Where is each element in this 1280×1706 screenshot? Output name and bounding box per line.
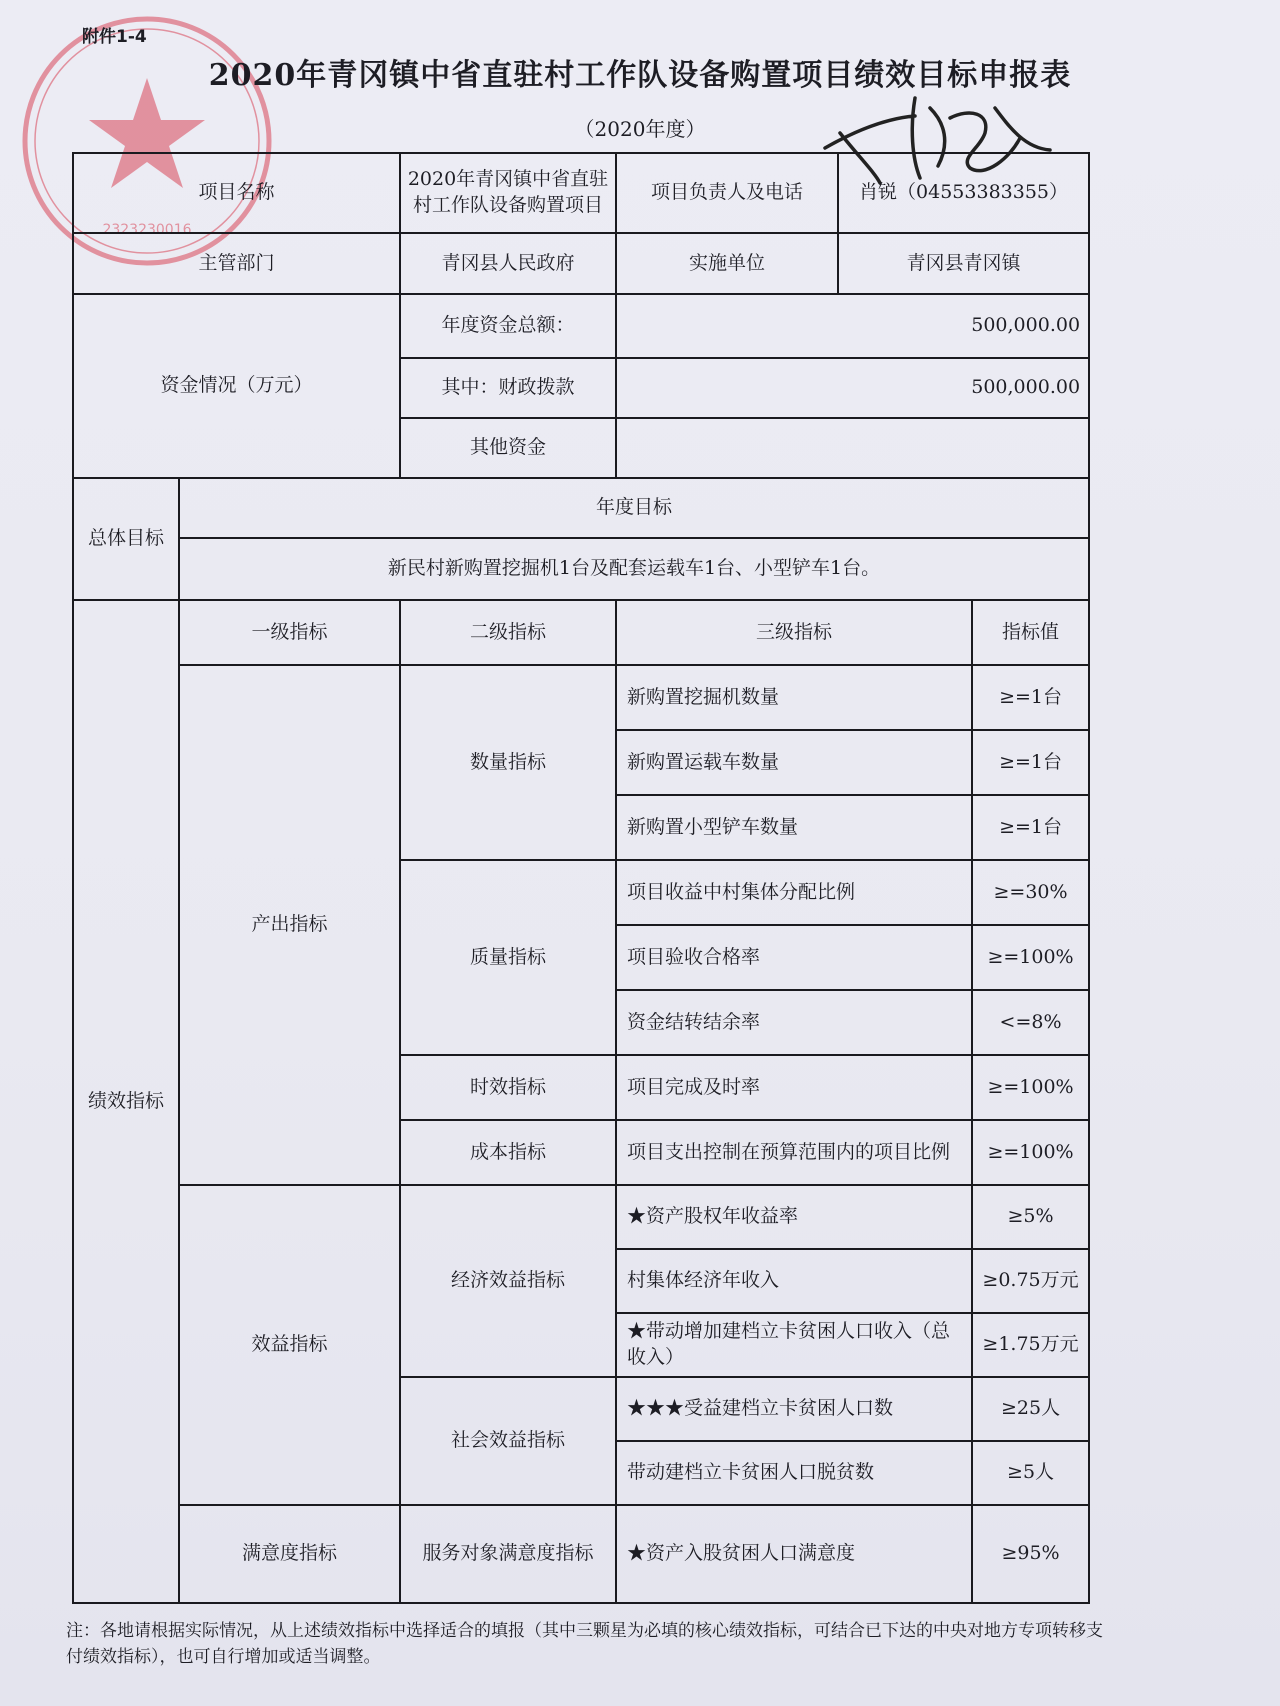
perf-indicators-label: 绩效指标	[73, 600, 179, 1603]
indicator-row-label: 新购置挖掘机数量	[616, 665, 972, 730]
indicator-row-label: 新购置运载车数量	[616, 730, 972, 795]
dept-value: 青冈县人民政府	[400, 233, 616, 294]
indicator-row-value: ≥=100%	[972, 1120, 1089, 1185]
indicator-row-value: ≥25人	[972, 1377, 1089, 1441]
indicator-row-value: ≥0.75万元	[972, 1249, 1089, 1313]
quality-indicators-label: 质量指标	[400, 860, 616, 1055]
benefit-indicators-label: 效益指标	[179, 1185, 400, 1505]
col-header-l1: 一级指标	[179, 600, 400, 665]
impl-label: 实施单位	[616, 233, 838, 294]
quantity-indicators-label: 数量指标	[400, 665, 616, 860]
indicator-row-label: 项目完成及时率	[616, 1055, 972, 1120]
cost-indicators-label: 成本指标	[400, 1120, 616, 1185]
indicator-row-label: 项目验收合格率	[616, 925, 972, 990]
indicator-row-value: ≥1.75万元	[972, 1313, 1089, 1377]
indicator-row-value: ≥5%	[972, 1185, 1089, 1249]
footnote: 注：各地请根据实际情况，从上述绩效指标中选择适合的填报（其中三颗星为必填的核心绩效指标，可结合已下达的中央对地方专项转移支付绩效指标），也可自行增加或适当调整。	[66, 1621, 1103, 1668]
indicator-row-value: ≥=100%	[972, 925, 1089, 990]
output-indicators-label: 产出指标	[179, 665, 400, 1185]
indicator-row-label: 项目收益中村集体分配比例	[616, 860, 972, 925]
annual-goal-text: 新民村新购置挖掘机1台及配套运载车1台、小型铲车1台。	[179, 538, 1089, 600]
project-owner-value: 肖锐（04553383355）	[838, 153, 1089, 233]
economic-indicators-label: 经济效益指标	[400, 1185, 616, 1377]
indicator-row-label: 新购置小型铲车数量	[616, 795, 972, 860]
funds-fiscal-value: 500,000.00	[616, 358, 1089, 418]
indicator-row-value: ≥=100%	[972, 1055, 1089, 1120]
performance-report-table	[72, 152, 1090, 1604]
col-header-value: 指标值	[972, 600, 1089, 665]
indicator-row-label: ★★★受益建档立卡贫困人口数	[616, 1377, 972, 1441]
indicator-row-value: <=8%	[972, 990, 1089, 1055]
funds-other-value	[616, 418, 1089, 478]
dept-label: 主管部门	[73, 233, 400, 294]
social-indicators-label: 社会效益指标	[400, 1377, 616, 1505]
indicator-row-label: ★带动增加建档立卡贫困人口收入（总收入）	[616, 1313, 972, 1377]
funds-fiscal-label: 其中：财政拨款	[400, 358, 616, 418]
funds-other-label: 其他资金	[400, 418, 616, 478]
page-title: 2020年青冈镇中省直驻村工作队设备购置项目绩效目标申报表	[208, 58, 1072, 93]
funds-total-label: 年度资金总额：	[400, 294, 616, 358]
indicator-row-value: ≥=1台	[972, 730, 1089, 795]
project-owner-label: 项目负责人及电话	[616, 153, 838, 233]
col-header-l2: 二级指标	[400, 600, 616, 665]
indicator-row-value: ≥=1台	[972, 665, 1089, 730]
service-satisfaction-label: 服务对象满意度指标	[400, 1505, 616, 1603]
indicator-row-label: ★资产入股贫困人口满意度	[616, 1505, 972, 1603]
seal-number: 2323230016	[102, 222, 192, 238]
timeliness-indicators-label: 时效指标	[400, 1055, 616, 1120]
funds-label: 资金情况（万元）	[73, 294, 400, 478]
report-year: （2020年度）	[574, 117, 706, 141]
indicator-row-label: ★资产股权年收益率	[616, 1185, 972, 1249]
project-name-label: 项目名称	[73, 153, 400, 233]
indicator-row-label: 项目支出控制在预算范围内的项目比例	[616, 1120, 972, 1185]
col-header-l3: 三级指标	[616, 600, 972, 665]
overall-goal-label: 总体目标	[73, 478, 179, 600]
attachment-label: 附件1-4	[82, 27, 147, 47]
satisfaction-indicators-label: 满意度指标	[179, 1505, 400, 1603]
indicator-row-value: ≥5人	[972, 1441, 1089, 1505]
indicator-row-label: 带动建档立卡贫困人口脱贫数	[616, 1441, 972, 1505]
indicator-row-label: 村集体经济年收入	[616, 1249, 972, 1313]
annual-goal-header: 年度目标	[179, 478, 1089, 538]
indicator-row-value: ≥95%	[972, 1505, 1089, 1603]
project-name-value: 2020年青冈镇中省直驻村工作队设备购置项目	[400, 153, 616, 233]
indicator-row-value: ≥=30%	[972, 860, 1089, 925]
funds-total-value: 500,000.00	[616, 294, 1089, 358]
indicator-row-label: 资金结转结余率	[616, 990, 972, 1055]
indicator-row-value: ≥=1台	[972, 795, 1089, 860]
impl-value: 青冈县青冈镇	[838, 233, 1089, 294]
